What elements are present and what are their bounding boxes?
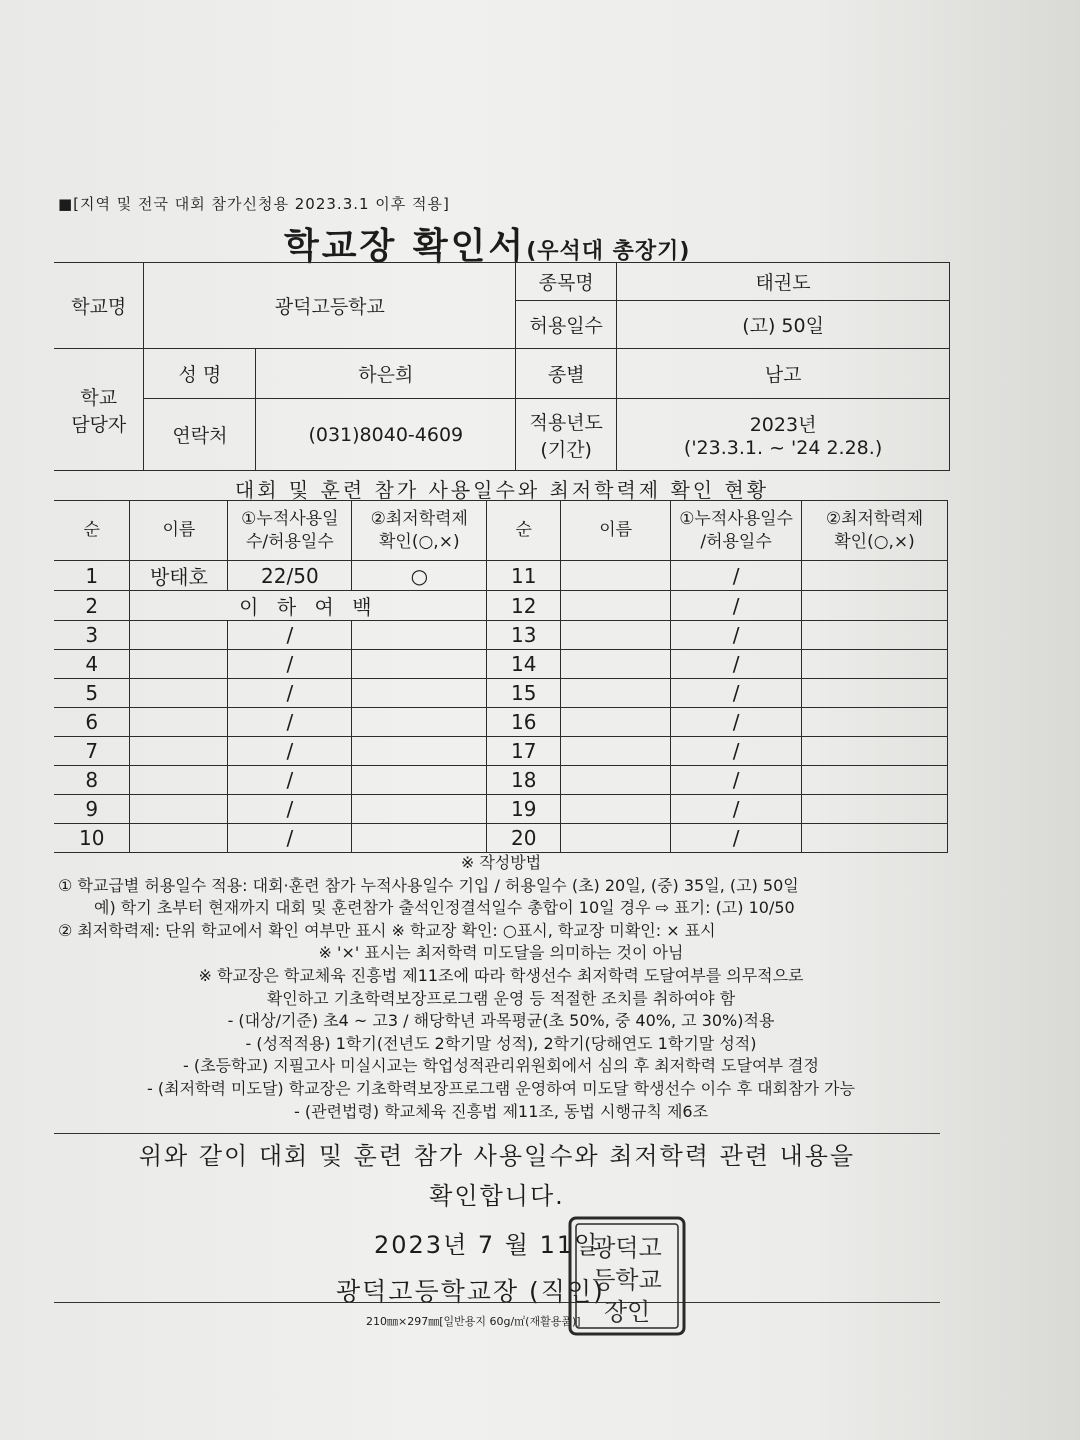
- academic-check: [352, 766, 487, 795]
- year-label: 적용년도 (기간): [516, 399, 617, 471]
- table-row: [54, 591, 948, 621]
- col-header-days: ①누적사용일 수/허용일수: [228, 501, 352, 561]
- name-label: 성 명: [144, 349, 256, 399]
- days-used: /: [228, 621, 352, 650]
- row-number: 8: [54, 766, 130, 795]
- instruction-6: - (성적적용) 1학기(전년도 2학기말 성적), 2학기(당해연도 1학기말 성적): [245, 1033, 757, 1053]
- row-number-right: 12: [487, 591, 561, 621]
- row-number-right: 15: [487, 679, 561, 708]
- contact-value: (031)8040-4609: [256, 399, 516, 471]
- days-used: /: [228, 650, 352, 679]
- row-number-right: 20: [487, 824, 561, 853]
- official-seal: [566, 1214, 688, 1338]
- confirmation-text: [54, 1136, 940, 1216]
- academic-check: [352, 650, 487, 679]
- student-name-right: [561, 795, 671, 824]
- student-name-right: [561, 621, 671, 650]
- academic-check: [352, 708, 487, 737]
- days-used: /: [228, 708, 352, 737]
- allowed-days-value: (고) 50일: [617, 301, 950, 349]
- days-used-right: /: [671, 708, 802, 737]
- student-name-right: [561, 650, 671, 679]
- days-used-right: /: [671, 824, 802, 853]
- row-number-right: 14: [487, 650, 561, 679]
- student-name-right: [561, 737, 671, 766]
- col-header-name: 이름: [130, 501, 228, 561]
- divider-top: [54, 1133, 940, 1134]
- paper-spec-footer: 210㎜×297㎜[일반용지 60g/㎡(재활용품)]: [366, 1315, 581, 1328]
- section-caption: 대회 및 훈련 참가 사용일수와 최저학력제 확인 현황: [234, 478, 770, 502]
- row-number-right: 16: [487, 708, 561, 737]
- instruction-9: - (관련법령) 학교체육 진흥법 제11조, 동법 시행규칙 제6조: [293, 1101, 709, 1121]
- table-row: [54, 679, 948, 708]
- days-used-right: /: [671, 650, 802, 679]
- instruction-4b: 확인하고 기초학력보장프로그램 운영 등 적절한 조치를 취하여야 함: [266, 988, 736, 1008]
- col-header-academic: ②최저학력제 확인(○,×): [352, 501, 487, 561]
- col-header-no: 순: [54, 501, 130, 561]
- academic-check: [352, 621, 487, 650]
- days-used-right: /: [671, 621, 802, 650]
- table-row: [54, 621, 948, 650]
- issue-date: 2023년 7 월 11일: [374, 1231, 600, 1259]
- academic-check: [352, 679, 487, 708]
- academic-check: ○: [352, 561, 487, 591]
- gender-label: 종별: [516, 349, 617, 399]
- academic-check-right: [802, 737, 948, 766]
- confirmation-line-2: 확인합니다.: [429, 1182, 565, 1210]
- year-value-cell: [617, 399, 950, 471]
- title-sub: (우석대 총장기): [526, 239, 691, 264]
- row-number-right: 17: [487, 737, 561, 766]
- student-name: [130, 737, 228, 766]
- table-row: [54, 561, 948, 591]
- student-name-right: [561, 679, 671, 708]
- school-info-table: [54, 262, 950, 471]
- principal-signature: 광덕고등학교장 (직인): [336, 1277, 605, 1306]
- table-row: [54, 650, 948, 679]
- col-header-academic-right: ②최저학력제 확인(○,×): [802, 501, 948, 561]
- event-label: 종목명: [516, 263, 617, 301]
- days-used: /: [228, 766, 352, 795]
- year-value: 2023년: [749, 414, 817, 436]
- academic-check-right: [802, 679, 948, 708]
- days-used: 22/50: [228, 561, 352, 591]
- days-used: /: [228, 737, 352, 766]
- row-number-right: 18: [487, 766, 561, 795]
- academic-check-right: [802, 591, 948, 621]
- col-header-days-right: ①누적사용일수 /허용일수: [671, 501, 802, 561]
- seal-text-2: 등학교: [592, 1266, 662, 1294]
- instruction-2: ② 최저학력제: 단위 학교에서 확인 여부만 표시 ※ 학교장 확인: ○표시, 학교장 미확인: × 표시: [58, 920, 716, 940]
- instruction-4: ※ 학교장은 학교체육 진흥법 제11조에 따라 학생선수 최저학력 도달여부를 의무적으로: [198, 965, 804, 985]
- days-used-right: /: [671, 737, 802, 766]
- student-name: [130, 679, 228, 708]
- name-value: 하은희: [256, 349, 516, 399]
- academic-check-right: [802, 621, 948, 650]
- instructions-heading: ※ 작성방법: [460, 853, 542, 872]
- instruction-7: - (초등학교) 지필고사 미실시교는 학업성적관리위원회에서 심의 후 최저학력 도달여부 결정: [183, 1056, 819, 1076]
- instruction-1-example: 예) 학기 초부터 현재까지 대회 및 훈련참가 출석인정결석일수 총합이 10일 경우 ⇨ 표기: (고) 10/50: [94, 898, 795, 918]
- period-value: ('23.3.1. ~ '24 2.28.): [683, 437, 883, 459]
- student-name: [130, 650, 228, 679]
- instruction-1: ① 학교급별 허용일수 적용: 대회·훈련 참가 누적사용일수 기입 / 허용일수 (초) 20일, (중) 35일, (고) 50일: [58, 875, 799, 895]
- table-row: [54, 708, 948, 737]
- gender-value: 남고: [617, 349, 950, 399]
- row-number-right: 13: [487, 621, 561, 650]
- student-name-right: [561, 824, 671, 853]
- student-name-right: [561, 708, 671, 737]
- days-used: /: [228, 679, 352, 708]
- row-number: 6: [54, 708, 130, 737]
- school-name-value: 광덕고등학교: [144, 263, 516, 349]
- student-name-right: [561, 561, 671, 591]
- participation-table: [54, 500, 948, 853]
- academic-check-right: [802, 795, 948, 824]
- row-number: 9: [54, 795, 130, 824]
- student-name: [130, 621, 228, 650]
- days-used-right: /: [671, 766, 802, 795]
- student-name: 방태호: [130, 561, 228, 591]
- title-main: 학교장 확인서: [284, 226, 527, 267]
- row-number: 10: [54, 824, 130, 853]
- academic-check-right: [802, 824, 948, 853]
- academic-check: [352, 795, 487, 824]
- days-used: /: [228, 824, 352, 853]
- allowed-days-label: 허용일수: [516, 301, 617, 349]
- days-used-right: /: [671, 795, 802, 824]
- academic-check: [352, 824, 487, 853]
- col-header-name-right: 이름: [561, 501, 671, 561]
- student-name-right: [561, 766, 671, 795]
- blank-below-note: 이 하 여 백: [130, 591, 487, 621]
- instruction-8: - (최저학력 미도달) 학교장은 기초학력보장프로그램 운영하여 미도달 학생선수 이수 후 대회참가 가능: [147, 1078, 855, 1098]
- row-number-right: 19: [487, 795, 561, 824]
- student-name: [130, 708, 228, 737]
- instruction-5: - (대상/기준) 초4 ~ 고3 / 해당학년 과목평균(초 50%, 중 40%, 고 30%)적용: [227, 1011, 775, 1031]
- days-used-right: /: [671, 561, 802, 591]
- col-header-no-right: 순: [487, 501, 561, 561]
- row-number: 3: [54, 621, 130, 650]
- staff-label: 학교 담당자: [54, 349, 144, 471]
- seal-text-3: 장인: [603, 1298, 651, 1326]
- confirmation-line-1: 위와 같이 대회 및 훈련 참가 사용일수와 최저학력 관련 내용을: [138, 1142, 856, 1170]
- row-number: 5: [54, 679, 130, 708]
- header-note: ■[지역 및 전국 대회 참가신청용 2023.3.1 이후 적용]: [58, 195, 450, 213]
- academic-check-right: [802, 766, 948, 795]
- academic-check-right: [802, 561, 948, 591]
- academic-check: [352, 737, 487, 766]
- row-number: 1: [54, 561, 130, 591]
- days-used: /: [228, 795, 352, 824]
- student-name-right: [561, 591, 671, 621]
- seal-text-1: 광덕고: [592, 1234, 662, 1262]
- row-number: 4: [54, 650, 130, 679]
- divider-bottom: [54, 1302, 940, 1303]
- academic-check-right: [802, 650, 948, 679]
- table-row: [54, 737, 948, 766]
- table-row: [54, 795, 948, 824]
- student-name: [130, 766, 228, 795]
- contact-label: 연락처: [144, 399, 256, 471]
- instruction-3: ※ '×' 표시는 최저학력 미도달을 의미하는 것이 아님: [318, 943, 684, 963]
- table-row: [54, 766, 948, 795]
- row-number: 2: [54, 591, 130, 621]
- student-name: [130, 795, 228, 824]
- row-number-right: 11: [487, 561, 561, 591]
- days-used-right: /: [671, 591, 802, 621]
- school-name-label: 학교명: [54, 263, 144, 349]
- instructions: [58, 852, 944, 1123]
- days-used-right: /: [671, 679, 802, 708]
- table-row: [54, 824, 948, 853]
- academic-check-right: [802, 708, 948, 737]
- student-name: [130, 824, 228, 853]
- event-value: 태권도: [617, 263, 950, 301]
- row-number: 7: [54, 737, 130, 766]
